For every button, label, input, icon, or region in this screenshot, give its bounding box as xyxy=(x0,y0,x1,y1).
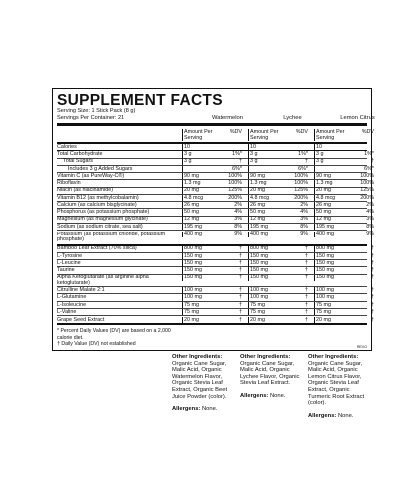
amount-value: 3 g xyxy=(316,158,324,165)
value-group xyxy=(182,317,244,324)
nutrient-name: Vitamin C (as PureWay-C®) xyxy=(57,172,125,179)
nutrient-name: Sodium (as sodium citrate, sea salt) xyxy=(57,223,143,230)
value-group xyxy=(314,173,376,180)
amount-value: 4.8 mcg xyxy=(250,194,270,201)
amount-value: 12 mg xyxy=(316,216,331,223)
value-group xyxy=(248,253,310,260)
value-group xyxy=(182,275,244,281)
amount-value: 50 mg xyxy=(250,209,265,216)
value-group xyxy=(314,302,376,309)
amount-value: 75 mg xyxy=(316,301,331,308)
dv-value: 100% xyxy=(294,180,308,187)
amount-value: 3 g xyxy=(250,158,258,165)
dv-value: † xyxy=(305,267,308,274)
dv-value: 100% xyxy=(360,180,374,187)
ingredients-heading: Other Ingredients: xyxy=(172,354,223,360)
value-group xyxy=(182,209,244,216)
allergens-value: None. xyxy=(201,406,218,413)
dv-value: 6%* xyxy=(232,165,242,172)
dv-value: 8% xyxy=(366,223,374,230)
value-group xyxy=(182,253,244,260)
nutrient-name: L-Glutamine xyxy=(57,294,87,301)
dv-value: † xyxy=(371,301,374,308)
dv-value: 125% xyxy=(228,187,242,194)
amount-value: 100 mg xyxy=(316,287,334,294)
amount-value: 195 mg xyxy=(316,223,334,230)
dagger-footnote: † Daily Value (DV) not established xyxy=(57,341,136,348)
amount-value: 800 mg xyxy=(316,245,334,252)
nutrient-name: Niacin (as niacinamide) xyxy=(57,187,114,194)
servings-row xyxy=(57,115,375,122)
amount-value: 400 mg xyxy=(184,230,202,237)
amount-value xyxy=(183,166,219,173)
value-group xyxy=(182,232,244,238)
nutrient-row xyxy=(57,274,374,288)
value-group xyxy=(248,245,310,252)
dv-value: † xyxy=(371,267,374,274)
nutrient-name: Bamboo Leaf Extract (70% silica) xyxy=(57,245,137,252)
amount-value: 90 mg xyxy=(250,172,265,179)
dv-value: † xyxy=(239,274,242,281)
value-group xyxy=(314,216,376,223)
amount-value: 150 mg xyxy=(184,267,202,274)
dv-value: † xyxy=(371,294,374,301)
amount-value: 100 mg xyxy=(250,294,268,301)
amount-header: Amount Per Serving xyxy=(184,129,213,141)
amount-value: 3 g xyxy=(184,158,192,165)
amount-value: 150 mg xyxy=(316,252,334,259)
dv-value: 2% xyxy=(366,201,374,208)
dv-value: 3% xyxy=(300,216,308,223)
nutrient-name: Total Sugars xyxy=(63,158,93,165)
ingredients-heading: Other Ingredients: xyxy=(240,354,291,360)
value-group xyxy=(314,294,376,301)
dv-value: † xyxy=(239,245,242,252)
nutrient-table xyxy=(57,143,374,325)
value-group xyxy=(314,187,376,194)
allergens-line xyxy=(172,406,236,413)
value-group xyxy=(182,309,244,316)
value-group xyxy=(314,260,376,267)
dv-value xyxy=(285,144,310,151)
flavor-lychee: Lychee xyxy=(283,115,302,121)
column-group-watermelon xyxy=(182,129,244,141)
value-group xyxy=(182,245,244,252)
value-group xyxy=(248,309,310,316)
nutrient-name: Calories xyxy=(57,143,77,150)
dv-value: † xyxy=(371,259,374,266)
amount-value: 50 mg xyxy=(184,209,199,216)
value-group xyxy=(314,317,376,324)
serving-size: Serving Size: 1 Stick Pack (8 g) xyxy=(57,108,136,114)
dv-value: 6%* xyxy=(298,165,308,172)
dv-value: † xyxy=(305,294,308,301)
amount-value: 26 mg xyxy=(250,201,265,208)
amount-value: 20 mg xyxy=(250,316,265,323)
amount-value: 50 mg xyxy=(316,209,331,216)
value-group xyxy=(182,144,244,151)
amount-value: 150 mg xyxy=(250,267,268,274)
amount-value: 26 mg xyxy=(184,201,199,208)
value-group xyxy=(248,224,310,231)
dv-value: 200% xyxy=(228,194,242,201)
dv-value: † xyxy=(305,274,308,281)
allergens-line xyxy=(308,413,372,420)
nutrient-name: Alpha Ketoglutarate (as arginine alpha ketoglutarate) xyxy=(57,275,149,286)
value-group xyxy=(314,180,376,187)
value-group xyxy=(248,195,310,202)
footnotes xyxy=(57,325,367,350)
dv-value: 1%* xyxy=(298,151,308,158)
dv-value: 6%* xyxy=(364,165,374,172)
dv-value: 125% xyxy=(294,187,308,194)
value-group xyxy=(248,232,310,238)
value-group xyxy=(314,158,376,165)
dv-header: %DV xyxy=(229,129,242,135)
nutrient-row xyxy=(57,316,374,323)
dv-value: † xyxy=(239,259,242,266)
amount-value: 20 mg xyxy=(250,187,265,194)
dv-header: %DV xyxy=(295,129,308,135)
dv-value: † xyxy=(371,287,374,294)
amount-value: 75 mg xyxy=(250,308,265,315)
ingredients-text: Organic Cane Sugar, Malic Acid, Organic Lemon Citrus Flavor, Organic Stevia Leaf Extract, Organic Turmeric Root Extract (color). xyxy=(308,360,365,407)
dv-value: † xyxy=(371,252,374,259)
nutrient-name: L-Leucine xyxy=(57,259,81,266)
dv-value: 2% xyxy=(300,201,308,208)
flavor-watermelon: Watermelon xyxy=(211,115,244,121)
amount-value: 4.8 mcg xyxy=(316,194,336,201)
dv-value xyxy=(351,144,376,151)
dv-value: 200% xyxy=(294,194,308,201)
column-group-lemon-citrus xyxy=(314,129,376,141)
ingredients-heading: Other Ingredients: xyxy=(308,354,359,360)
amount-value: 1.3 mg xyxy=(184,180,201,187)
value-group xyxy=(314,232,376,238)
amount-value: 195 mg xyxy=(184,223,202,230)
nutrient-name: Phosphorus (as potassium phosphate) xyxy=(57,209,150,216)
panel-title: SUPPLEMENT FACTS xyxy=(57,92,223,109)
supplement-facts-panel xyxy=(52,88,375,351)
dv-value: 9% xyxy=(234,230,242,237)
value-group xyxy=(182,195,244,202)
value-group xyxy=(248,302,310,309)
amount-value xyxy=(249,166,285,173)
dv-value: 4% xyxy=(366,209,374,216)
dv-value: † xyxy=(239,287,242,294)
column-group-lychee xyxy=(248,129,310,141)
amount-value: 4.8 mcg xyxy=(184,194,204,201)
nutrient-name: L-Tyrosine xyxy=(57,252,83,259)
amount-value: 12 mg xyxy=(184,216,199,223)
nutrient-row xyxy=(57,230,374,244)
dv-value: † xyxy=(305,158,308,165)
value-group xyxy=(182,202,244,209)
value-group xyxy=(248,144,310,151)
nutrient-row xyxy=(57,223,374,231)
nutrient-name: Calcium (as calcium bisglycinate) xyxy=(57,201,137,208)
nutrient-row xyxy=(57,308,374,316)
value-group xyxy=(314,209,376,216)
value-group xyxy=(314,224,376,231)
nutrient-name: Riboflavin xyxy=(57,180,81,187)
amount-value: 20 mg xyxy=(316,187,331,194)
nutrient-name: Total Carbohydrate xyxy=(57,151,103,158)
amount-value: 90 mg xyxy=(316,172,331,179)
nutrient-name: Magnesium (as magnesium glycinate) xyxy=(57,216,148,223)
amount-value: 150 mg xyxy=(250,252,268,259)
label-code: REVO xyxy=(356,345,367,350)
amount-value: 10 xyxy=(250,143,256,150)
nutrient-name: Grape Seed Extract xyxy=(57,316,105,323)
dv-value: 8% xyxy=(300,223,308,230)
value-group xyxy=(182,187,244,194)
allergens-value: None. xyxy=(337,412,354,419)
dv-value: 9% xyxy=(300,230,308,237)
dv-value: † xyxy=(305,245,308,252)
value-group xyxy=(182,302,244,309)
value-group xyxy=(314,202,376,209)
dv-value: † xyxy=(239,301,242,308)
dv-value: † xyxy=(305,252,308,259)
ingredients-text: Organic Cane Sugar, Malic Acid, Organic Watermelon Flavor, Organic Stevia Leaf Extract, Organic Beet Juice Powder (color). xyxy=(172,360,228,400)
dv-value: † xyxy=(371,316,374,323)
value-group xyxy=(182,151,244,158)
value-group xyxy=(182,180,244,187)
dv-value: 100% xyxy=(228,180,242,187)
value-group xyxy=(314,309,376,316)
value-group xyxy=(248,267,310,274)
nutrient-name: Taurine xyxy=(57,267,75,274)
value-group xyxy=(248,180,310,187)
nutrient-name: Citrulline Malate 2:1 xyxy=(57,287,105,294)
value-group xyxy=(248,216,310,223)
dv-value: † xyxy=(239,252,242,259)
amount-value: 75 mg xyxy=(184,301,199,308)
dv-value: † xyxy=(305,259,308,266)
servings-per-container: Servings Per Container: 21 xyxy=(57,115,125,121)
nutrient-name: Potassium (as potassium chloride, potassium phosphate) xyxy=(57,231,166,243)
amount-value: 150 mg xyxy=(250,259,268,266)
value-group xyxy=(182,158,244,165)
nutrient-name: Includes 3 g Added Sugars xyxy=(68,165,133,172)
amount-value: 1.3 mg xyxy=(316,180,333,187)
ingredients-lychee xyxy=(240,354,304,400)
amount-value: 12 mg xyxy=(250,216,265,223)
dv-value: † xyxy=(239,267,242,274)
value-group xyxy=(248,187,310,194)
amount-value: 20 mg xyxy=(316,316,331,323)
dv-value: 125% xyxy=(360,187,374,194)
dv-value: † xyxy=(239,316,242,323)
amount-value: 75 mg xyxy=(250,301,265,308)
value-group xyxy=(248,209,310,216)
amount-value: 1.3 mg xyxy=(250,180,267,187)
value-group xyxy=(314,267,376,274)
ingredients-lemon-citrus xyxy=(308,354,372,419)
value-group xyxy=(248,158,310,165)
value-group xyxy=(248,202,310,209)
dv-value: 8% xyxy=(234,223,242,230)
amount-value: 400 mg xyxy=(250,230,268,237)
value-group xyxy=(314,195,376,202)
dv-value: † xyxy=(239,294,242,301)
dv-value: † xyxy=(239,308,242,315)
value-group xyxy=(182,267,244,274)
dv-value: 1%* xyxy=(364,151,374,158)
dv-value: † xyxy=(239,158,242,165)
value-group xyxy=(182,216,244,223)
dv-value: 100% xyxy=(360,172,374,179)
amount-value: 26 mg xyxy=(316,201,331,208)
value-group xyxy=(248,317,310,324)
column-header-row xyxy=(57,126,374,142)
dv-value: 9% xyxy=(366,230,374,237)
value-group xyxy=(248,166,310,173)
dv-value: † xyxy=(305,301,308,308)
dv-value: 4% xyxy=(234,209,242,216)
value-group xyxy=(314,166,376,173)
value-group xyxy=(182,166,244,173)
dv-header: %DV xyxy=(361,129,374,135)
amount-value: 10 xyxy=(184,143,190,150)
value-group xyxy=(248,151,310,158)
amount-value: 3 g xyxy=(184,151,192,158)
dv-value: 2% xyxy=(234,201,242,208)
value-group xyxy=(182,294,244,301)
amount-value: 100 mg xyxy=(316,294,334,301)
value-group xyxy=(314,144,376,151)
dv-value: † xyxy=(371,245,374,252)
amount-value: 800 mg xyxy=(250,245,268,252)
amount-value: 150 mg xyxy=(316,259,334,266)
amount-value: 150 mg xyxy=(316,267,334,274)
allergens-line xyxy=(240,393,304,400)
amount-value: 20 mg xyxy=(184,187,199,194)
amount-value: 150 mg xyxy=(316,274,334,281)
nutrient-name: L-Valine xyxy=(57,308,77,315)
dv-value: 100% xyxy=(294,172,308,179)
dv-value: † xyxy=(305,287,308,294)
dv-value: 100% xyxy=(228,172,242,179)
allergens-value: None. xyxy=(269,392,286,399)
dv-value: † xyxy=(371,158,374,165)
value-group xyxy=(248,173,310,180)
amount-value: 75 mg xyxy=(316,308,331,315)
amount-value: 150 mg xyxy=(184,252,202,259)
dv-value: 3% xyxy=(366,216,374,223)
value-group xyxy=(248,294,310,301)
value-group xyxy=(314,275,376,281)
amount-value: 75 mg xyxy=(184,308,199,315)
value-group xyxy=(314,287,376,294)
dv-value: 1%* xyxy=(232,151,242,158)
amount-header: Amount Per Serving xyxy=(250,129,279,141)
allergens-label: Allergens: xyxy=(308,412,337,419)
allergens-label: Allergens: xyxy=(172,406,201,413)
dv-value: 200% xyxy=(360,194,374,201)
amount-value: 20 mg xyxy=(184,316,199,323)
amount-value: 195 mg xyxy=(250,223,268,230)
value-group xyxy=(314,245,376,252)
dv-value: 3% xyxy=(234,216,242,223)
flavor-lemon-citrus: Lemon Citrus xyxy=(340,115,375,121)
value-group xyxy=(248,260,310,267)
dv-footnote: * Percent Daily Values (DV) are based on a 2,000 calorie diet. xyxy=(57,328,171,341)
ingredients-watermelon xyxy=(172,354,236,413)
dv-value: † xyxy=(371,308,374,315)
dv-value: † xyxy=(305,316,308,323)
value-group xyxy=(182,287,244,294)
amount-value: 150 mg xyxy=(250,274,268,281)
amount-value: 3 g xyxy=(250,151,258,158)
amount-value: 3 g xyxy=(316,151,324,158)
allergens-label: Allergens: xyxy=(240,392,269,399)
amount-value: 400 mg xyxy=(316,230,334,237)
nutrient-name: L-Isoleucine xyxy=(57,301,87,308)
dv-value: † xyxy=(371,274,374,281)
amount-value: 800 mg xyxy=(184,245,202,252)
value-group xyxy=(314,253,376,260)
amount-header: Amount Per Serving xyxy=(316,129,345,141)
amount-value: 150 mg xyxy=(184,259,202,266)
dv-value xyxy=(219,144,244,151)
value-group xyxy=(248,287,310,294)
dv-value: 4% xyxy=(300,209,308,216)
nutrient-name: Vitamin B12 (as methylcobalamin) xyxy=(57,194,139,201)
amount-value xyxy=(315,166,351,173)
value-group xyxy=(182,224,244,231)
amount-value: 150 mg xyxy=(184,274,202,281)
value-group xyxy=(182,260,244,267)
amount-value: 100 mg xyxy=(250,287,268,294)
amount-value: 100 mg xyxy=(184,294,202,301)
dv-value: † xyxy=(305,308,308,315)
value-group xyxy=(182,173,244,180)
amount-value: 90 mg xyxy=(184,172,199,179)
ingredients-text: Organic Cane Sugar, Malic Acid, Organic Lychee Flavor, Organic Stevia Leaf Extract. xyxy=(240,360,300,387)
value-group xyxy=(314,151,376,158)
value-group xyxy=(248,275,310,281)
amount-value: 100 mg xyxy=(184,287,202,294)
amount-value: 10 xyxy=(316,143,322,150)
